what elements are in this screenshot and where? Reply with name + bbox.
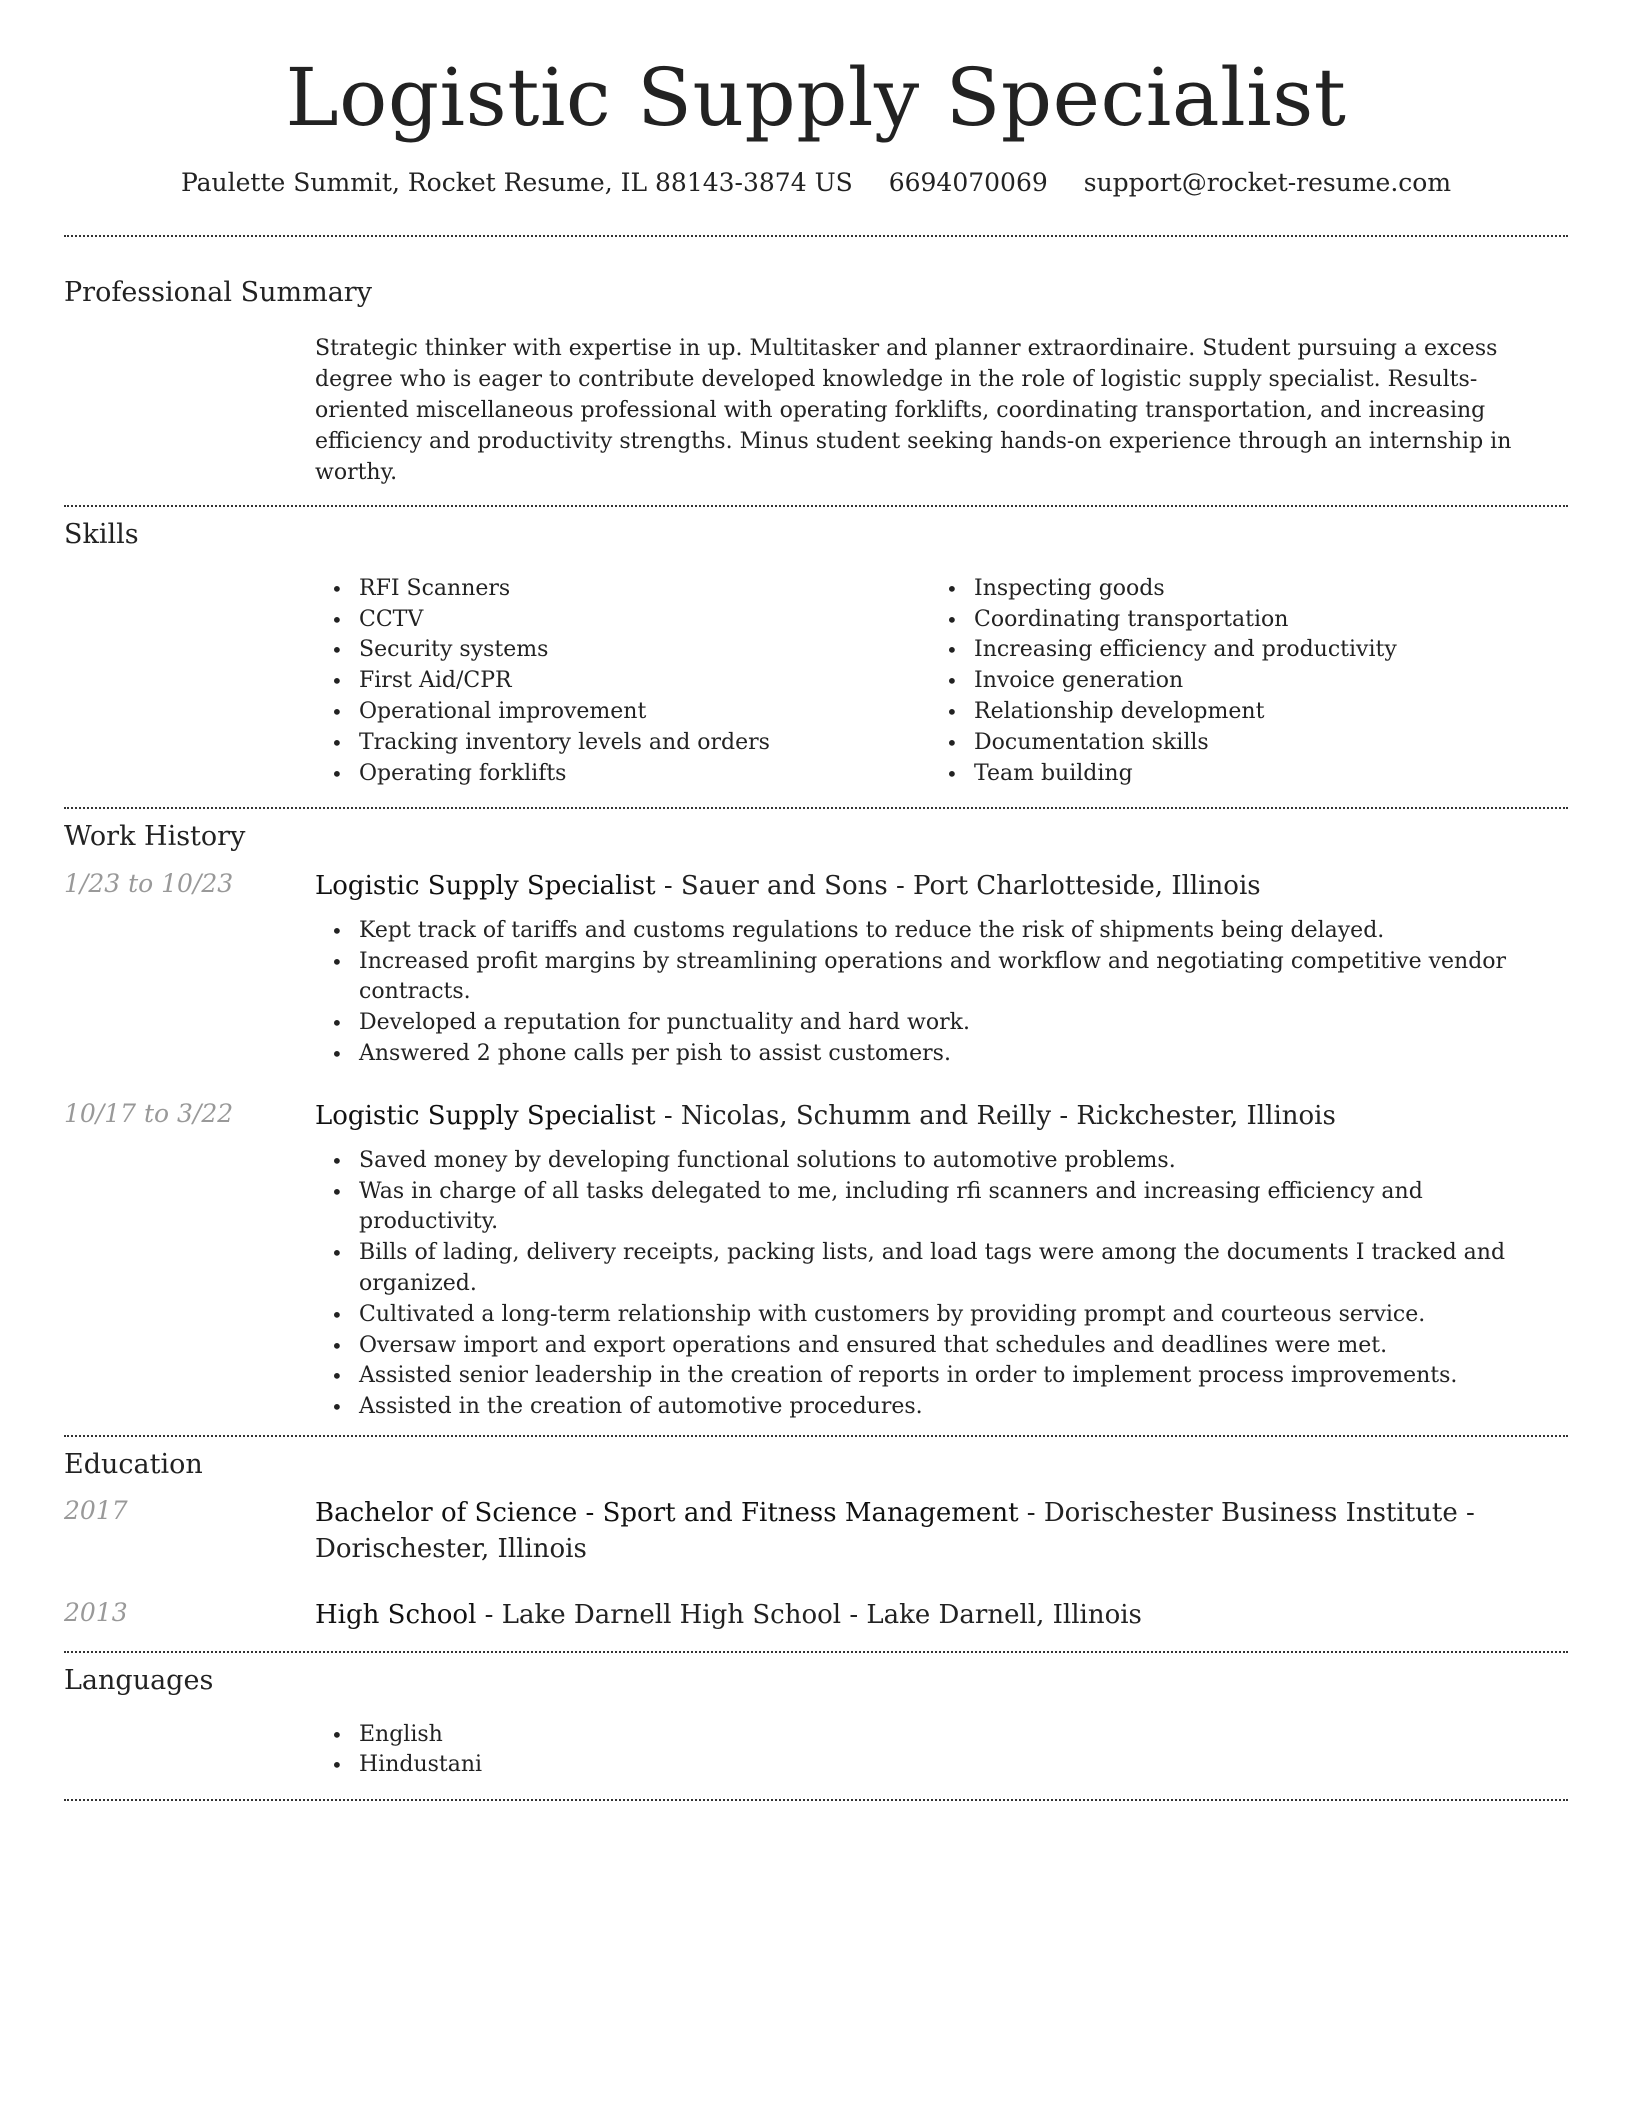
job-dates: 10/17 to 3/22 (64, 1098, 234, 1128)
list-item: • Relationship development (930, 697, 1545, 728)
list-item: • Team building (930, 759, 1545, 790)
list-item: • Tracking inventory levels and orders (315, 728, 930, 759)
list-item: • Increased profit margins by streamlining operations and workflow and negotiating competitive vendor contracts. (315, 947, 1568, 1009)
job-title: Logistic Supply Specialist (315, 870, 656, 901)
job-title: Logistic Supply Specialist (315, 1100, 656, 1131)
job-heading (315, 1098, 1568, 1134)
divider (64, 1799, 1568, 1801)
list-item: • Increasing efficiency and productivity (930, 635, 1545, 666)
list-item: • Invoice generation (930, 666, 1545, 697)
job-bullets (315, 916, 1568, 1070)
list-item: • Kept track of tariffs and customs regulations to reduce the risk of shipments being delayed. (315, 916, 1568, 947)
list-item: • Assisted in the creation of automotive procedures. (315, 1392, 1568, 1423)
list-item: • Documentation skills (930, 728, 1545, 759)
list-item: • Assisted senior leadership in the creation of reports in order to implement process improvements. (315, 1361, 1568, 1392)
list-item: • Developed a reputation for punctuality and hard work. (315, 1008, 1568, 1039)
job-heading (315, 868, 1568, 904)
contact-phone: 6694070069 (888, 168, 1048, 197)
education-entry (64, 1495, 1568, 1567)
job-employer-location: - Sauer and Sons - Port Charlotteside, Illinois (655, 870, 1261, 901)
skills-heading: Skills (64, 519, 139, 551)
job-bullets (315, 1146, 1568, 1423)
list-item: • Coordinating transportation (930, 605, 1545, 636)
job-dates: 1/23 to 10/23 (64, 868, 234, 898)
education-school: - Dorischester Business Institute - Dorischester, Illinois (315, 1498, 1475, 1565)
summary-section (64, 237, 1568, 488)
list-item: • Security systems (315, 635, 930, 666)
list-item: • Hindustani (315, 1750, 1568, 1781)
list-item: • Operating forklifts (315, 759, 930, 790)
job-employer-location: - Nicolas, Schumm and Reilly - Rickchester, Illinois (655, 1100, 1336, 1131)
skills-section (64, 507, 1568, 789)
list-item: • Oversaw import and export operations and ensured that schedules and deadlines were met. (315, 1331, 1568, 1362)
education-year: 2013 (64, 1598, 128, 1628)
contact-line (64, 168, 1568, 197)
job-entry (64, 1098, 1568, 1423)
education-school: - Lake Darnell High School - Lake Darnell, Illinois (476, 1600, 1142, 1631)
education-year: 2017 (64, 1496, 128, 1526)
list-item: • Answered 2 phone calls per pish to assist customers. (315, 1039, 1568, 1070)
education-section (64, 1437, 1568, 1633)
summary-text: Strategic thinker with expertise in up. Multitasker and planner extraordinaire. Student pursuing a excess degree who is eager to contribute developed knowledge in the role of logistic supply specialist. Results-oriented miscellaneous professional with operating forklifts, coordinating transportation, and increasing efficiency and productivity strengths. Minus student seeking hands-on experience through an internship in worthy. (315, 336, 1512, 486)
list-item: • Inspecting goods (930, 574, 1545, 605)
work-section (64, 809, 1568, 1423)
languages-heading: Languages (64, 1665, 214, 1697)
work-entries (64, 868, 1568, 1423)
education-entry (64, 1597, 1568, 1633)
skills-list-right (930, 574, 1545, 790)
education-degree: High School (315, 1600, 477, 1631)
list-item: • Was in charge of all tasks delegated to me, including rfi scanners and increasing efficiency and productivity. (315, 1177, 1568, 1239)
list-item: • English (315, 1720, 1568, 1751)
list-item: • Saved money by developing functional solutions to automotive problems. (315, 1146, 1568, 1177)
work-heading: Work History (64, 821, 246, 853)
languages-section (64, 1653, 1568, 1781)
list-item: • CCTV (315, 605, 930, 636)
education-entries (64, 1495, 1568, 1633)
skills-list-left (315, 574, 930, 790)
contact-email[interactable]: support@rocket-resume.com (1083, 168, 1452, 197)
education-heading: Education (64, 1448, 203, 1480)
contact-address: Paulette Summit, Rocket Resume, IL 88143-3874 US (180, 168, 853, 197)
list-item: • Operational improvement (315, 697, 930, 728)
summary-heading: Professional Summary (64, 277, 372, 308)
list-item: • First Aid/CPR (315, 666, 930, 697)
job-entry (64, 868, 1568, 1070)
resume-title: Logistic Supply Specialist (285, 51, 1347, 144)
education-degree: Bachelor of Science - Sport and Fitness Management (315, 1498, 1019, 1529)
list-item: • RFI Scanners (315, 574, 930, 605)
list-item: • Cultivated a long-term relationship with customers by providing prompt and courteous service. (315, 1300, 1568, 1331)
languages-list (315, 1720, 1568, 1782)
list-item: • Bills of lading, delivery receipts, packing lists, and load tags were among the documents I tracked and organized. (315, 1238, 1568, 1300)
